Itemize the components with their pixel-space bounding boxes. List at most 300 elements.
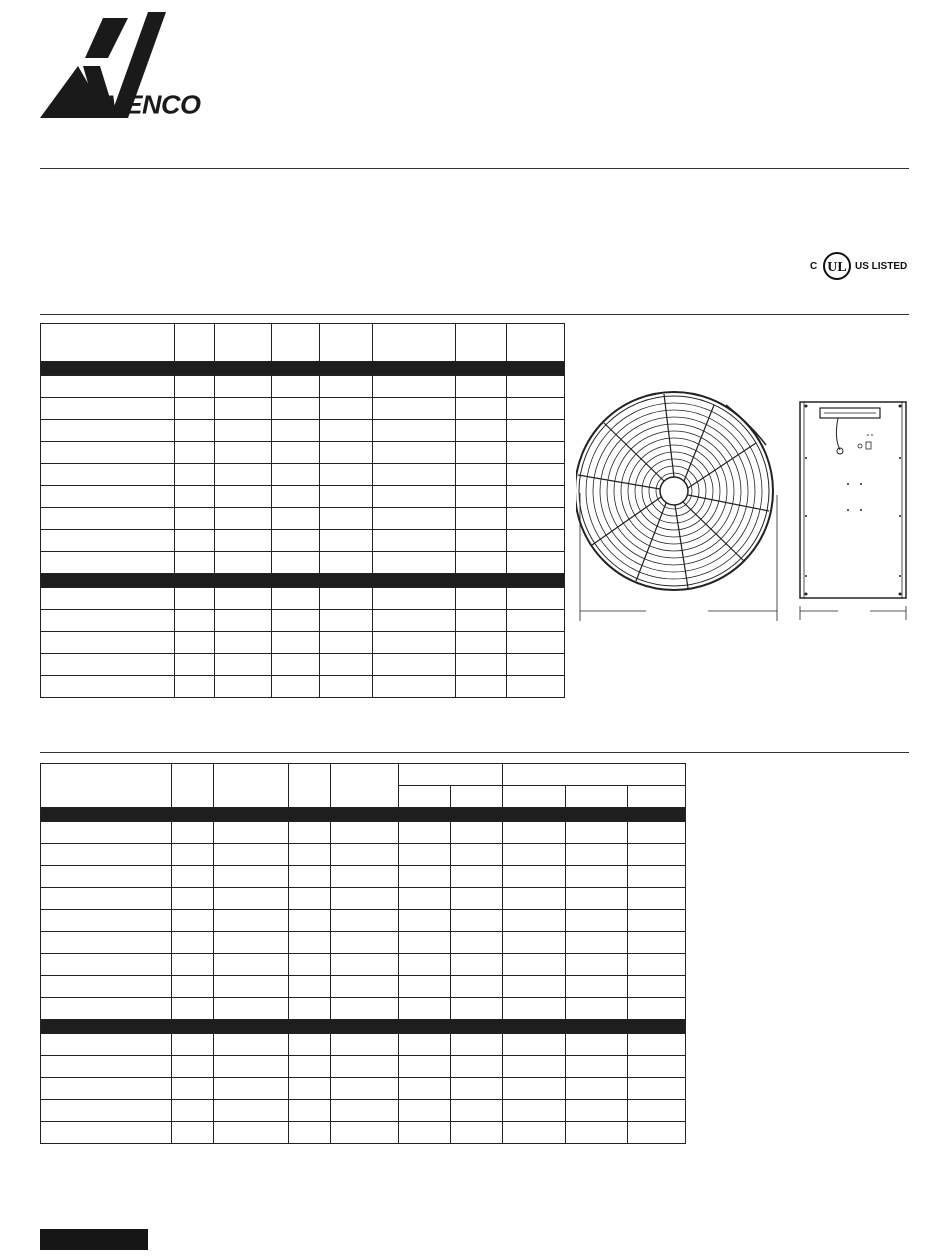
table-cell [172, 998, 214, 1020]
table-row [41, 464, 565, 486]
table-header-cell [399, 786, 451, 808]
table-cell [451, 822, 503, 844]
table-cell [507, 398, 565, 420]
brand-name: VENCO [107, 90, 201, 120]
section-band [41, 574, 565, 588]
ul-circle-icon [821, 251, 853, 281]
table-cell [507, 552, 565, 574]
table-cell [289, 866, 331, 888]
table-cell [331, 998, 399, 1020]
table-cell [373, 376, 456, 398]
table-cell [289, 1100, 331, 1122]
table-cell [456, 464, 507, 486]
table-header-cell [373, 324, 456, 362]
table-cell [41, 464, 175, 486]
table-cell [41, 808, 686, 822]
table-cell [456, 486, 507, 508]
table-cell [172, 888, 214, 910]
table-cell [566, 866, 628, 888]
table-cell [331, 844, 399, 866]
divider [40, 168, 909, 169]
table-header-cell [41, 324, 175, 362]
table-cell [215, 632, 272, 654]
table-cell [41, 1078, 172, 1100]
table-cell [272, 464, 320, 486]
table-cell [373, 508, 456, 530]
table-cell [399, 932, 451, 954]
table-cell [331, 910, 399, 932]
table-cell [289, 1056, 331, 1078]
table-cell [503, 1100, 566, 1122]
table-cell [399, 910, 451, 932]
table-cell [41, 932, 172, 954]
table-cell [172, 1034, 214, 1056]
table-cell [373, 588, 456, 610]
table-cell [503, 888, 566, 910]
table-cell [399, 822, 451, 844]
table-cell [272, 676, 320, 698]
table-cell [503, 954, 566, 976]
spec-table-1 [40, 323, 565, 698]
table-cell [507, 632, 565, 654]
table-cell [172, 822, 214, 844]
table-cell [451, 1122, 503, 1144]
table-header-cell [215, 324, 272, 362]
table-cell [451, 888, 503, 910]
table-cell [399, 976, 451, 998]
table-header-cell [172, 764, 214, 808]
table-cell [451, 910, 503, 932]
table-cell [456, 610, 507, 632]
table-cell [41, 362, 565, 376]
table-cell [175, 398, 215, 420]
table-cell [456, 530, 507, 552]
footer-bar [40, 1229, 148, 1250]
table-cell [399, 1122, 451, 1144]
table-cell [320, 398, 373, 420]
table-row [41, 654, 565, 676]
table-cell [373, 676, 456, 698]
table-cell [175, 508, 215, 530]
table-cell [41, 1056, 172, 1078]
table-cell [451, 932, 503, 954]
table-cell [214, 1100, 289, 1122]
table-cell [215, 530, 272, 552]
table-cell [451, 1034, 503, 1056]
table-cell [628, 1056, 686, 1078]
table-cell [289, 954, 331, 976]
table-cell [503, 1034, 566, 1056]
table-cell [503, 932, 566, 954]
table-cell [41, 998, 172, 1020]
table-cell [172, 1122, 214, 1144]
table-cell [289, 844, 331, 866]
table-cell [503, 866, 566, 888]
table-cell [628, 888, 686, 910]
table-cell [507, 464, 565, 486]
table-cell [214, 866, 289, 888]
table-cell [331, 888, 399, 910]
table-row [41, 910, 686, 932]
table-cell [503, 822, 566, 844]
table-cell [451, 954, 503, 976]
table-cell [507, 486, 565, 508]
table-cell [566, 1056, 628, 1078]
table-cell [41, 910, 172, 932]
table-header-cell [331, 764, 399, 808]
table-cell [456, 508, 507, 530]
table-cell [214, 1078, 289, 1100]
table-cell [175, 654, 215, 676]
table-cell [456, 588, 507, 610]
table-cell [41, 376, 175, 398]
table-row [41, 610, 565, 632]
table-cell [566, 910, 628, 932]
table-header-cell [289, 764, 331, 808]
table-cell [456, 398, 507, 420]
table-header-group-cell [399, 764, 503, 786]
table-cell [628, 998, 686, 1020]
table-cell [41, 1034, 172, 1056]
table-cell [373, 552, 456, 574]
table-cell [331, 822, 399, 844]
table-cell [41, 954, 172, 976]
table-cell [41, 976, 172, 998]
table-cell [289, 976, 331, 998]
table-cell [272, 486, 320, 508]
table-cell [272, 588, 320, 610]
table-cell [41, 420, 175, 442]
table-cell [628, 910, 686, 932]
table-cell [566, 954, 628, 976]
table-cell [566, 822, 628, 844]
table-row [41, 1056, 686, 1078]
table-cell [373, 442, 456, 464]
table-cell [566, 1100, 628, 1122]
spec-table-2 [40, 763, 686, 1144]
table-cell [451, 976, 503, 998]
table-cell [214, 844, 289, 866]
table-header-cell [320, 324, 373, 362]
table-header-cell [503, 786, 566, 808]
table-cell [507, 654, 565, 676]
table-cell [215, 588, 272, 610]
table-header-row [41, 764, 686, 786]
table-row [41, 632, 565, 654]
table-row [41, 530, 565, 552]
table-cell [331, 976, 399, 998]
divider [40, 314, 909, 315]
table-cell [41, 610, 175, 632]
table-cell [272, 632, 320, 654]
table-cell [628, 1034, 686, 1056]
table-cell [399, 844, 451, 866]
table-cell [175, 376, 215, 398]
table-cell [289, 932, 331, 954]
table-cell [503, 1122, 566, 1144]
table-cell [215, 464, 272, 486]
table-cell [331, 1100, 399, 1122]
table-cell [373, 610, 456, 632]
table-header-cell [214, 764, 289, 808]
table-cell [320, 610, 373, 632]
table-cell [628, 932, 686, 954]
table-cell [214, 954, 289, 976]
table-cell [628, 1100, 686, 1122]
table-cell [289, 822, 331, 844]
table-cell [399, 866, 451, 888]
table-cell [628, 1122, 686, 1144]
table-row [41, 976, 686, 998]
table-header-cell [41, 764, 172, 808]
table-cell [289, 998, 331, 1020]
table-cell [272, 508, 320, 530]
table-cell [628, 822, 686, 844]
table-cell [320, 552, 373, 574]
table-cell [566, 1034, 628, 1056]
table-cell [41, 1122, 172, 1144]
table-cell [172, 932, 214, 954]
table-row [41, 1078, 686, 1100]
table-cell [331, 1122, 399, 1144]
table-cell [272, 442, 320, 464]
table-row [41, 442, 565, 464]
table-cell [507, 420, 565, 442]
table-cell [215, 552, 272, 574]
table-cell [373, 464, 456, 486]
table-cell [175, 676, 215, 698]
table-cell [172, 954, 214, 976]
table-cell [320, 376, 373, 398]
table-cell [41, 676, 175, 698]
table-row [41, 1100, 686, 1122]
table-cell [215, 654, 272, 676]
table-header-cell [628, 786, 686, 808]
ul-us-listed-label: US LISTED [855, 261, 908, 272]
table-cell [214, 910, 289, 932]
table-row [41, 376, 565, 398]
table-cell [214, 888, 289, 910]
table-cell [214, 1122, 289, 1144]
svg-text:UL: UL [827, 260, 847, 275]
table-cell [503, 976, 566, 998]
table-cell [451, 1100, 503, 1122]
table-cell [41, 398, 175, 420]
table-cell [41, 1020, 686, 1034]
divider [40, 752, 909, 753]
table-cell [214, 1056, 289, 1078]
table-cell [399, 1100, 451, 1122]
table-cell [175, 632, 215, 654]
table-cell [175, 486, 215, 508]
table-cell [214, 976, 289, 998]
table-cell [456, 376, 507, 398]
table-cell [41, 442, 175, 464]
table-cell [272, 376, 320, 398]
table-cell [41, 530, 175, 552]
table-row [41, 822, 686, 844]
table-cell [373, 486, 456, 508]
table-cell [451, 1078, 503, 1100]
table-cell [175, 530, 215, 552]
table-cell [272, 398, 320, 420]
table-cell [175, 588, 215, 610]
table-cell [289, 910, 331, 932]
table-cell [320, 676, 373, 698]
table-cell [172, 866, 214, 888]
table-cell [566, 1078, 628, 1100]
table-cell [373, 420, 456, 442]
table-cell [172, 1100, 214, 1122]
section-band [41, 362, 565, 376]
table-cell [399, 998, 451, 1020]
ul-c-label: C [810, 261, 818, 272]
table-cell [331, 932, 399, 954]
table-cell [272, 654, 320, 676]
table-header-cell [507, 324, 565, 362]
table-cell [373, 654, 456, 676]
table-row [41, 420, 565, 442]
section-band [41, 1020, 686, 1034]
table-cell [399, 888, 451, 910]
ul-listed-mark [808, 250, 908, 282]
table-header-cell [451, 786, 503, 808]
table-row [41, 508, 565, 530]
table-cell [373, 530, 456, 552]
table-cell [215, 398, 272, 420]
table-cell [628, 866, 686, 888]
table-cell [289, 888, 331, 910]
table-cell [320, 464, 373, 486]
table-header-row [41, 324, 565, 362]
table-cell [289, 1078, 331, 1100]
table-row [41, 676, 565, 698]
table-cell [456, 654, 507, 676]
table-cell [507, 508, 565, 530]
table-cell [320, 508, 373, 530]
table-row [41, 866, 686, 888]
table-row [41, 844, 686, 866]
table-cell [331, 1056, 399, 1078]
table-cell [566, 998, 628, 1020]
table-cell [507, 588, 565, 610]
table-cell [507, 676, 565, 698]
table-cell [451, 866, 503, 888]
table-cell [272, 420, 320, 442]
table-cell [451, 1056, 503, 1078]
table-cell [41, 844, 172, 866]
table-cell [172, 976, 214, 998]
table-cell [503, 998, 566, 1020]
table-cell [41, 552, 175, 574]
table-cell [320, 442, 373, 464]
table-cell [175, 610, 215, 632]
table-cell [320, 632, 373, 654]
table-cell [503, 910, 566, 932]
table-row [41, 552, 565, 574]
table-cell [41, 888, 172, 910]
table-cell [320, 588, 373, 610]
table-cell [172, 1078, 214, 1100]
table-row [41, 1122, 686, 1144]
table-cell [320, 654, 373, 676]
table-cell [503, 1078, 566, 1100]
table-cell [507, 530, 565, 552]
table-cell [214, 932, 289, 954]
table-row [41, 1034, 686, 1056]
table-cell [331, 1034, 399, 1056]
table-cell [214, 1034, 289, 1056]
table-cell [172, 910, 214, 932]
table-cell [41, 508, 175, 530]
table-cell [215, 420, 272, 442]
table-cell [175, 464, 215, 486]
table-cell [214, 822, 289, 844]
table-cell [456, 676, 507, 698]
table-cell [214, 998, 289, 1020]
table-cell [215, 442, 272, 464]
table-cell [215, 676, 272, 698]
table-cell [399, 954, 451, 976]
table-cell [456, 420, 507, 442]
table-cell [272, 552, 320, 574]
table-cell [215, 486, 272, 508]
table-cell [566, 1122, 628, 1144]
table-header-cell [175, 324, 215, 362]
table-row [41, 932, 686, 954]
table-cell [628, 976, 686, 998]
table-cell [41, 486, 175, 508]
table-cell [507, 610, 565, 632]
table-cell [456, 552, 507, 574]
table-cell [215, 376, 272, 398]
table-row [41, 954, 686, 976]
table-cell [331, 1078, 399, 1100]
table-cell [628, 954, 686, 976]
table-header-cell [272, 324, 320, 362]
table-cell [628, 1078, 686, 1100]
table-cell [399, 1078, 451, 1100]
section-band [41, 808, 686, 822]
table-cell [175, 442, 215, 464]
table-row [41, 998, 686, 1020]
table-cell [451, 998, 503, 1020]
table-cell [456, 632, 507, 654]
table-cell [41, 822, 172, 844]
table-cell [399, 1056, 451, 1078]
table-cell [507, 376, 565, 398]
table-cell [41, 588, 175, 610]
table-cell [172, 844, 214, 866]
table-cell [289, 1122, 331, 1144]
table-cell [503, 844, 566, 866]
table-cell [41, 1100, 172, 1122]
table-row [41, 486, 565, 508]
table-row [41, 398, 565, 420]
fan-front-view-drawing-icon [576, 385, 786, 621]
table-cell [331, 866, 399, 888]
table-cell [289, 1034, 331, 1056]
table-cell [320, 530, 373, 552]
table-cell [175, 420, 215, 442]
table-cell [373, 632, 456, 654]
table-cell [456, 442, 507, 464]
table-cell [272, 530, 320, 552]
table-header-cell [566, 786, 628, 808]
table-header-cell [456, 324, 507, 362]
table-cell [41, 632, 175, 654]
table-cell [399, 1034, 451, 1056]
